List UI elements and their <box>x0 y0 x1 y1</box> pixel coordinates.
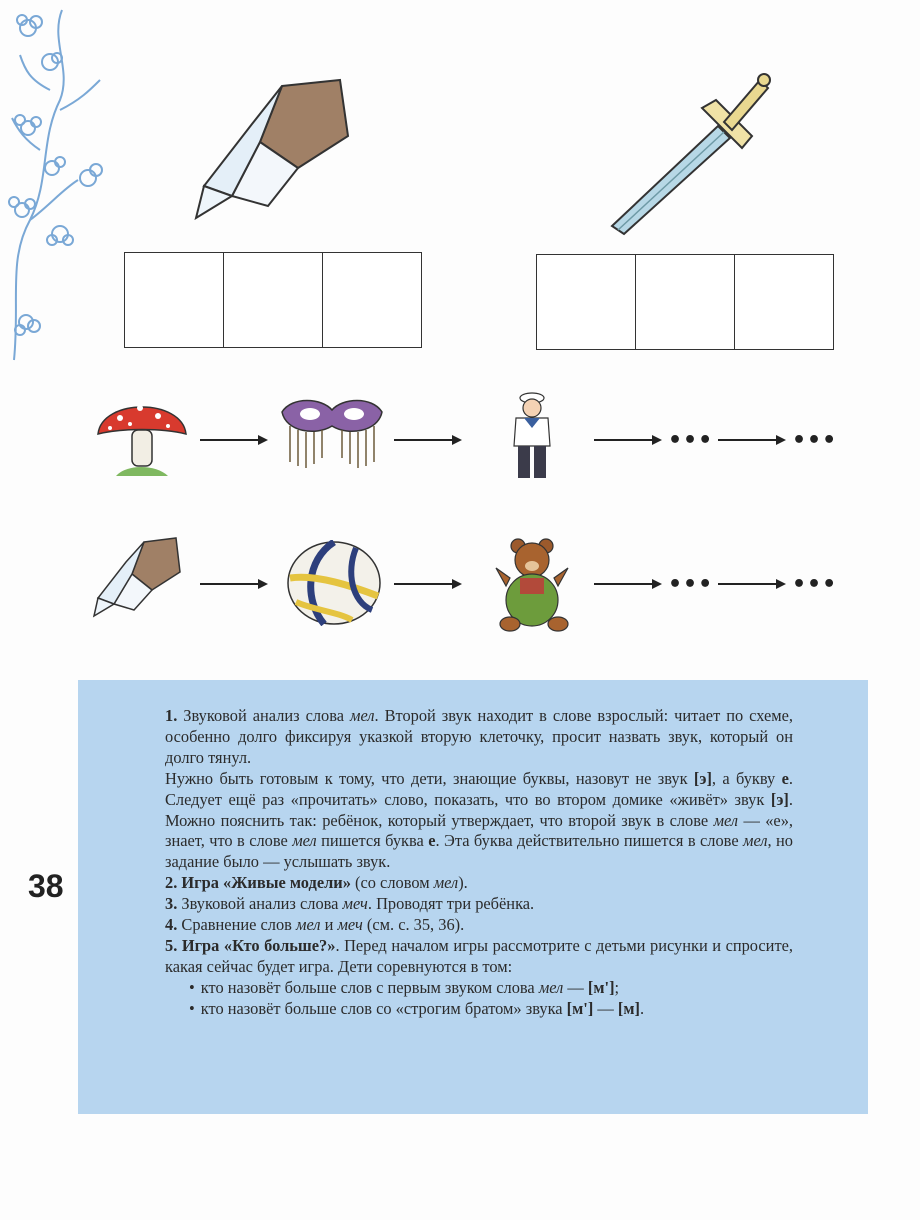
instruction-item-4: 4. Сравнение слов мел и меч (см. с. 35, 36). <box>165 915 465 935</box>
sound-cell <box>735 255 833 349</box>
ball-illustration <box>286 540 382 626</box>
placeholder-dots: ••• <box>668 572 714 597</box>
arrow-right-icon <box>394 576 462 592</box>
arrow-right-icon <box>594 576 662 592</box>
arrow-right-icon <box>718 432 786 448</box>
sword-illustration <box>600 66 780 236</box>
chalk-illustration <box>92 536 184 618</box>
arrow-right-icon <box>394 432 462 448</box>
placeholder-dots: ••• <box>792 428 838 453</box>
carnival-mask-illustration <box>278 392 386 472</box>
bullet-icon: • <box>189 998 195 1018</box>
sound-cell <box>125 253 224 347</box>
sound-scheme-mech <box>536 254 834 350</box>
sound-cell <box>224 253 323 347</box>
instructions-text <box>165 706 793 1020</box>
instruction-item-5: 5. Игра «Кто больше?». Перед началом игры рассмотрите с детьми рисунки и спросите, какая сейчас будет игра. Дети соревнуются в том: <box>165 935 793 976</box>
instruction-item-3: 3. Звуковой анализ слова меч. Проводят три ребёнка. <box>165 894 535 914</box>
game-rules-list <box>165 978 793 1020</box>
instruction-item-2: 2. Игра «Живые модели» (со словом мел). <box>165 873 468 893</box>
floral-ornament-icon <box>0 0 120 370</box>
placeholder-dots: ••• <box>792 572 838 597</box>
page-number: 38 <box>28 868 64 904</box>
list-item: • кто назовёт больше слов с первым звуком слова мел — [м']; <box>189 977 620 997</box>
sound-cell <box>537 255 636 349</box>
arrow-right-icon <box>200 432 268 448</box>
sound-scheme-mel <box>124 252 422 348</box>
sound-cell <box>323 253 421 347</box>
fly-agaric-mushroom-illustration <box>96 388 188 480</box>
arrow-right-icon <box>718 576 786 592</box>
chalk-illustration <box>190 76 350 226</box>
list-item: • кто назовёт больше слов со «строгим братом» звука [м'] — [м]. <box>189 998 645 1018</box>
instruction-item-1: 1. Звуковой анализ слова мел. Второй звук находит в слове взрослый: читает по схеме, особенно долго фиксируя указкой вторую клеточку, просит назвать звук, который он долго тянул. <box>165 706 793 767</box>
bullet-icon: • <box>189 977 195 997</box>
arrow-right-icon <box>594 432 662 448</box>
placeholder-dots: ••• <box>668 428 714 453</box>
teddy-bear-illustration <box>488 538 578 632</box>
sailor-boy-illustration <box>508 388 556 484</box>
instruction-item-1-note: Нужно быть готовым к тому, что дети, знающие буквы, назовут не звук [э], а букву е. Следует ещё раз «прочитать» слово, показать, что во втором домике «живёт» звук [э]. Можно пояснить так: ребёнок, который утверждает, что второй звук в слове мел — «е», знает, что в слове мел пишется буква е. Эта буква действительно пишется в слове мел, но задание было — услышать звук. <box>165 768 794 872</box>
sound-cell <box>636 255 735 349</box>
arrow-right-icon <box>200 576 268 592</box>
